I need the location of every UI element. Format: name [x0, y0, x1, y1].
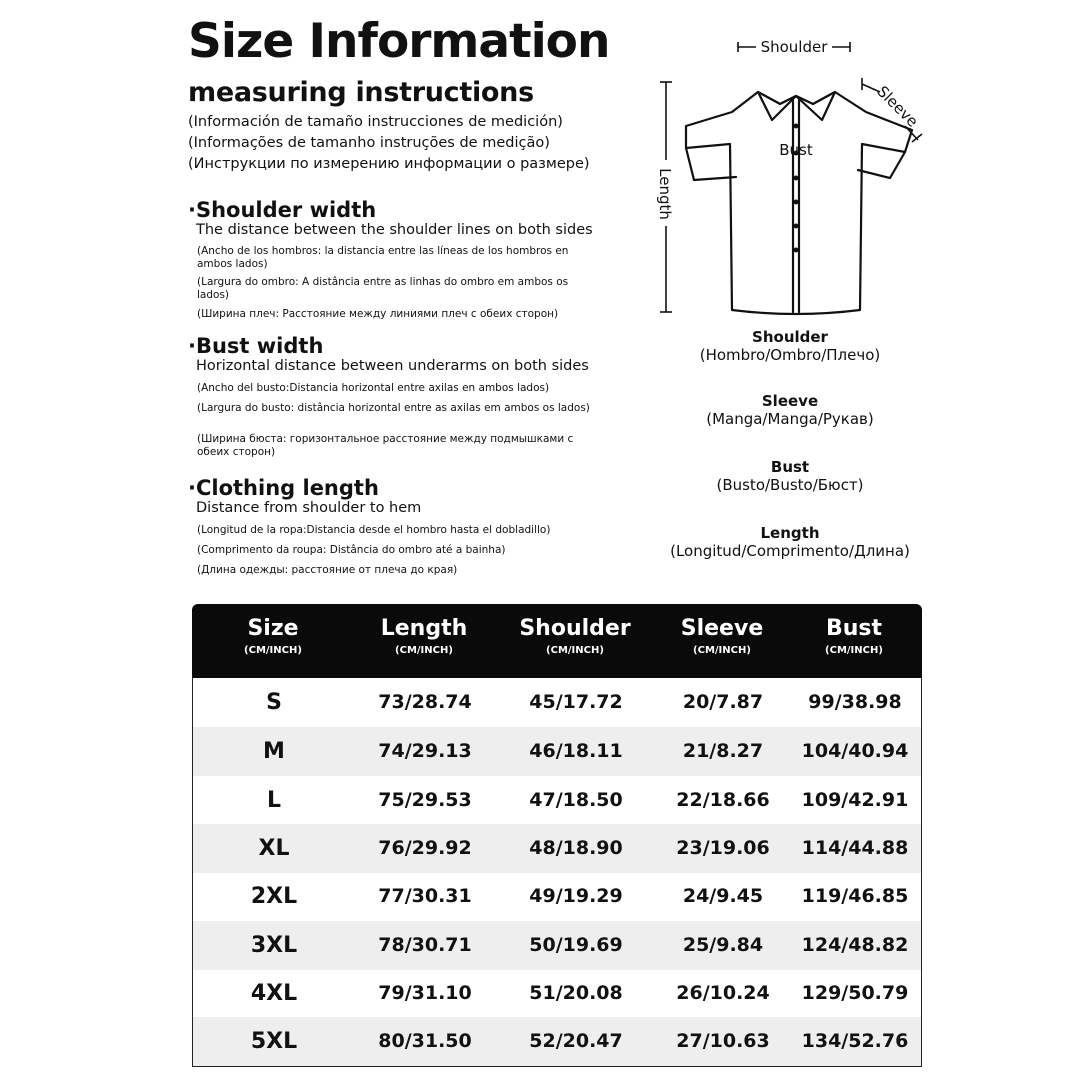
cell-length: 80/31.50	[378, 1030, 472, 1052]
cell-shoulder: 47/18.50	[529, 789, 623, 811]
cell-length: 78/30.71	[378, 934, 472, 956]
table-row	[193, 678, 921, 727]
section-translation-length-ru: (Длина одежды: расстояние от плеча до края)	[197, 564, 458, 576]
legend-sleeve	[650, 394, 930, 427]
section-translation-bust-pt: (Largura do busto: distância horizontal entre as axilas em ambos os lados)	[197, 402, 590, 414]
subtitle-translation-es: (Información de tamaño instrucciones de medición)	[188, 114, 563, 130]
section-heading-shoulder: ·Shoulder width	[188, 198, 377, 222]
subtitle-translation-ru: (Инструкции по измерению информации о размере)	[188, 156, 590, 172]
table-row	[193, 872, 921, 921]
cell-shoulder: 45/17.72	[529, 691, 623, 713]
section-translation-shoulder-es: (Ancho de los hombros: la distancia entre las líneas de los hombros en ambos lados)	[197, 245, 569, 270]
shirt-diagram	[650, 20, 950, 330]
table-row	[193, 824, 921, 873]
section-translation-length-es: (Longitud de la ropa:Distancia desde el hombro hasta el dobladillo)	[197, 524, 551, 536]
cell-bust: 129/50.79	[801, 982, 909, 1004]
table-row	[193, 921, 921, 970]
cell-sleeve: 27/10.63	[676, 1030, 770, 1052]
cell-length: 75/29.53	[378, 789, 472, 811]
legend-name: Length	[760, 524, 820, 542]
column-header-sleeve: Sleeve (CM/INCH)	[680, 616, 764, 656]
cell-bust: 114/44.88	[801, 837, 909, 859]
legend-length	[650, 526, 930, 559]
table-row	[193, 776, 921, 825]
cell-bust: 119/46.85	[801, 885, 909, 907]
section-translation-bust-es: (Ancho del busto:Distancia horizontal entre axilas en ambos lados)	[197, 382, 550, 394]
legend-bust	[650, 460, 930, 493]
cell-sleeve: 23/19.06	[676, 837, 770, 859]
column-header-shoulder: Shoulder (CM/INCH)	[519, 616, 631, 656]
section-heading-length: ·Clothing length	[188, 476, 379, 500]
cell-size: M	[263, 739, 285, 764]
cell-length: 79/31.10	[378, 982, 472, 1004]
legend-translation: (Longitud/Comprimento/Длина)	[670, 542, 910, 560]
section-translation-shoulder-ru: (Ширина плеч: Расстояние между линиями плеч с обеих сторон)	[197, 308, 559, 320]
column-header-length: Length (CM/INCH)	[380, 616, 468, 656]
cell-sleeve: 24/9.45	[682, 885, 764, 907]
cell-shoulder: 50/19.69	[529, 934, 623, 956]
section-translation-shoulder-pt: (Largura do ombro: A distância entre as linhas do ombro em ambos os lados)	[197, 276, 569, 301]
cell-sleeve: 21/8.27	[682, 740, 764, 762]
legend-name: Sleeve	[761, 392, 819, 410]
diagram-label-bust: Bust	[779, 141, 813, 159]
cell-length: 76/29.92	[378, 837, 472, 859]
legend-name: Bust	[770, 458, 810, 476]
section-translation-bust-ru: (Ширина бюста: горизонтальное расстояние между подмышками с обеих сторон)	[197, 433, 574, 458]
shirt-icon	[686, 92, 912, 314]
cell-length: 73/28.74	[378, 691, 472, 713]
section-translation-length-pt: (Comprimento da roupa: Distância do ombro até a bainha)	[197, 544, 506, 556]
cell-bust: 109/42.91	[801, 789, 909, 811]
diagram-label-length: Length	[656, 168, 674, 220]
section-heading-bust: ·Bust width	[188, 334, 324, 358]
cell-size: 5XL	[250, 1029, 298, 1054]
cell-shoulder: 48/18.90	[529, 837, 623, 859]
diagram-label-sleeve: Sleeve	[873, 82, 922, 131]
size-table	[192, 604, 922, 1068]
cell-length: 77/30.31	[378, 885, 472, 907]
table-body	[192, 678, 922, 1067]
cell-shoulder: 46/18.11	[529, 740, 623, 762]
table-row	[193, 1017, 921, 1066]
column-header-bust: Bust (CM/INCH)	[825, 616, 883, 656]
cell-shoulder: 51/20.08	[529, 982, 623, 1004]
cell-shoulder: 49/19.29	[529, 885, 623, 907]
legend-translation: (Manga/Manga/Рукав)	[706, 410, 874, 428]
cell-size: 2XL	[250, 884, 298, 909]
table-row	[193, 969, 921, 1018]
cell-size: XL	[258, 836, 290, 861]
legend-name: Shoulder	[752, 328, 828, 346]
cell-size: 4XL	[250, 981, 298, 1006]
table-header	[192, 604, 922, 678]
page-title: Size Information	[188, 14, 610, 69]
column-header-size: Size (CM/INCH)	[244, 616, 302, 656]
cell-size: L	[266, 788, 282, 813]
cell-length: 74/29.13	[378, 740, 472, 762]
diagram-label-shoulder: Shoulder	[760, 38, 828, 56]
cell-size: 3XL	[250, 933, 298, 958]
cell-sleeve: 20/7.87	[682, 691, 764, 713]
section-description-bust: Horizontal distance between underarms on both sides	[196, 358, 589, 374]
page-subtitle: measuring instructions	[188, 77, 534, 108]
legend-shoulder	[650, 330, 930, 363]
subtitle-translation-pt: (Informações de tamanho instruções de medição)	[188, 135, 550, 151]
cell-bust: 104/40.94	[801, 740, 909, 762]
cell-sleeve: 26/10.24	[676, 982, 770, 1004]
cell-size: S	[266, 690, 282, 715]
cell-bust: 134/52.76	[801, 1030, 909, 1052]
legend-translation: (Hombro/Ombro/Плечо)	[699, 346, 881, 364]
legend-translation: (Busto/Busto/Бюст)	[716, 476, 864, 494]
table-row	[193, 727, 921, 776]
section-description-shoulder: The distance between the shoulder lines on both sides	[196, 222, 593, 238]
cell-shoulder: 52/20.47	[529, 1030, 623, 1052]
cell-sleeve: 22/18.66	[676, 789, 770, 811]
cell-bust: 99/38.98	[808, 691, 902, 713]
cell-bust: 124/48.82	[801, 934, 909, 956]
cell-sleeve: 25/9.84	[682, 934, 764, 956]
section-description-length: Distance from shoulder to hem	[196, 500, 422, 516]
